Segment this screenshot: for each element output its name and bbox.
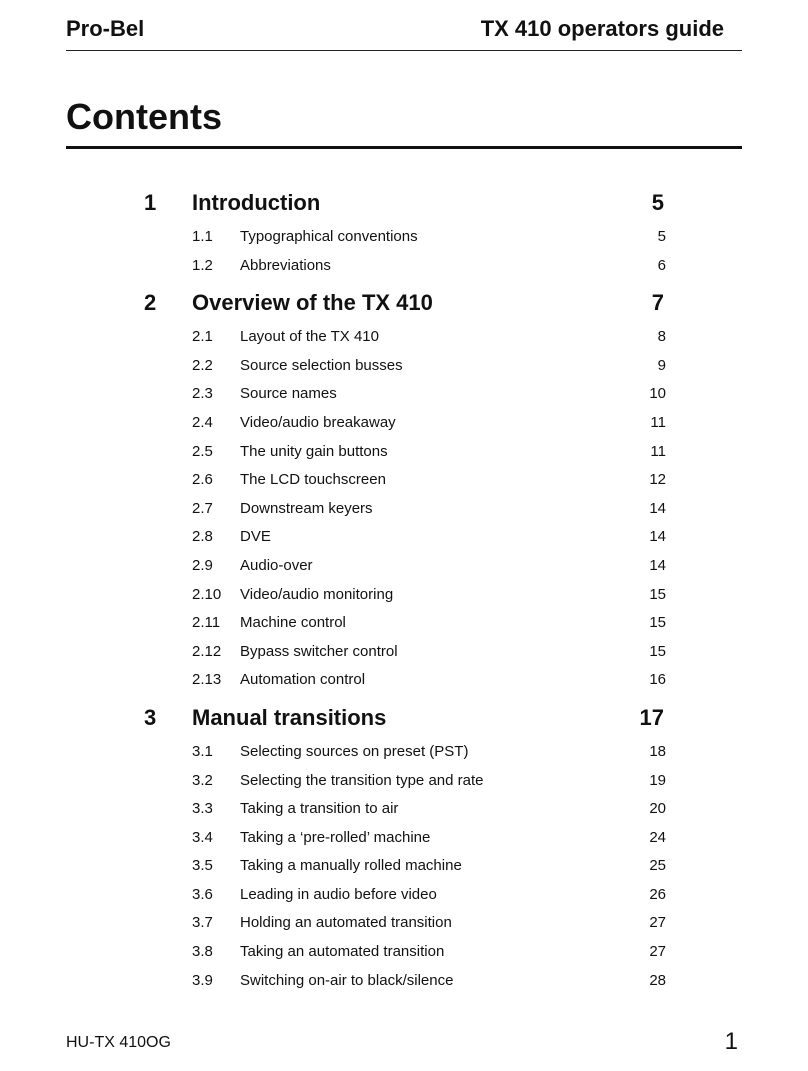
chapter-title: Manual transitions	[192, 704, 387, 730]
section-page-number: 15	[649, 585, 666, 603]
section-title: DVE	[240, 528, 271, 546]
section-page-number: 24	[649, 828, 666, 846]
title-divider	[66, 146, 742, 149]
section-page-number: 25	[649, 857, 666, 875]
section-number: 3.2	[192, 771, 213, 789]
section-page-number: 28	[649, 971, 666, 989]
toc-section-entry[interactable]	[0, 937, 808, 966]
toc-chapter-entry[interactable]	[0, 286, 808, 322]
section-title: Taking a ‘pre-rolled’ machine	[240, 828, 431, 846]
section-number: 3.3	[192, 800, 213, 818]
section-number: 2.7	[192, 499, 213, 517]
toc-section-entry[interactable]	[0, 551, 808, 580]
toc-section-entry[interactable]	[0, 637, 808, 666]
section-number: 1.1	[192, 228, 213, 245]
section-title: Layout of the TX 410	[240, 328, 379, 346]
section-title: Source selection busses	[240, 356, 403, 374]
toc-section-entry[interactable]	[0, 580, 808, 609]
section-title: Abbreviations	[240, 256, 331, 274]
section-title: Taking a manually rolled machine	[240, 857, 462, 875]
toc-section-entry[interactable]	[0, 251, 808, 280]
section-number: 2.2	[192, 356, 213, 374]
document-code: HU-TX 410OG	[66, 1034, 171, 1051]
section-number: 2.1	[192, 328, 213, 346]
section-number: 2.11	[192, 614, 221, 632]
section-page-number: 15	[649, 642, 666, 660]
section-number: 2.9	[192, 556, 213, 574]
section-page-number: 15	[649, 614, 666, 632]
section-number: 2.8	[192, 528, 213, 546]
toc-section-entry[interactable]	[0, 966, 808, 995]
section-title: Switching on-air to black/silence	[240, 971, 454, 989]
section-number: 2.13	[192, 671, 222, 689]
toc-section-entry[interactable]	[0, 737, 808, 766]
toc-section-entry[interactable]	[0, 794, 808, 823]
section-number: 2.4	[192, 413, 213, 431]
toc-section-entry[interactable]	[0, 608, 808, 637]
section-page-number: 19	[649, 771, 666, 789]
chapter-title: Overview of the TX 410	[192, 290, 433, 316]
section-number: 2.5	[192, 442, 213, 460]
section-number: 3.6	[192, 885, 213, 903]
section-page-number: 20	[649, 800, 666, 818]
section-page-number: 16	[649, 671, 666, 689]
toc-section-entry[interactable]	[0, 494, 808, 523]
toc-chapter-entry[interactable]	[0, 186, 808, 222]
chapter-number: 1	[144, 190, 157, 215]
section-title: Taking an automated transition	[240, 943, 445, 961]
section-page-number: 11	[650, 413, 666, 431]
section-page-number: 14	[649, 528, 666, 546]
section-title: Typographical conventions	[240, 228, 418, 245]
section-number: 3.4	[192, 828, 213, 846]
section-page-number: 12	[649, 471, 666, 489]
section-page-number: 6	[657, 256, 666, 274]
section-page-number: 5	[657, 228, 666, 245]
section-number: 2.10	[192, 585, 222, 603]
section-title: Leading in audio before video	[240, 885, 437, 903]
toc-section-entry[interactable]	[0, 465, 808, 494]
section-page-number: 11	[650, 442, 666, 460]
toc-section-entry[interactable]	[0, 665, 808, 694]
section-title: Video/audio breakaway	[240, 413, 396, 431]
section-title: Selecting the transition type and rate	[240, 771, 484, 789]
toc-section-entry[interactable]	[0, 766, 808, 795]
chapter-page-number: 17	[639, 704, 664, 730]
page-title: Contents	[66, 96, 222, 137]
toc-section-entry[interactable]	[0, 379, 808, 408]
section-number: 1.2	[192, 256, 213, 274]
section-number: 2.6	[192, 471, 213, 489]
section-number: 3.9	[192, 971, 213, 989]
toc-section-entry[interactable]	[0, 222, 808, 251]
section-title: The unity gain buttons	[240, 442, 388, 460]
chapter-page-number: 7	[651, 290, 664, 316]
section-page-number: 27	[649, 914, 666, 932]
chapter-page-number: 5	[651, 190, 664, 215]
page-number: 1	[724, 1028, 738, 1055]
brand-name: Pro-Bel	[66, 16, 145, 41]
section-title: Holding an automated transition	[240, 914, 452, 932]
section-title: Audio-over	[240, 556, 313, 574]
section-title: Automation control	[240, 671, 366, 689]
page-header	[66, 14, 742, 51]
section-number: 3.5	[192, 857, 213, 875]
section-number: 2.12	[192, 642, 222, 660]
toc-section-entry[interactable]	[0, 908, 808, 937]
section-title: Source names	[240, 385, 337, 403]
toc-section-entry[interactable]	[0, 880, 808, 909]
toc-section-entry[interactable]	[0, 437, 808, 466]
toc-section-entry[interactable]	[0, 522, 808, 551]
section-page-number: 26	[649, 885, 666, 903]
section-title: Machine control	[240, 614, 346, 632]
section-title: Taking a transition to air	[240, 800, 399, 818]
toc-section-entry[interactable]	[0, 851, 808, 880]
chapter-title: Introduction	[192, 190, 321, 215]
toc-chapter-entry[interactable]	[0, 701, 808, 737]
section-number: 3.8	[192, 943, 213, 961]
section-page-number: 18	[649, 742, 666, 760]
section-page-number: 8	[657, 328, 666, 346]
toc-section-entry[interactable]	[0, 823, 808, 852]
section-number: 2.3	[192, 385, 213, 403]
toc-section-entry[interactable]	[0, 351, 808, 380]
section-title: Video/audio monitoring	[240, 585, 394, 603]
section-title: Downstream keyers	[240, 499, 373, 517]
toc-section-entry[interactable]	[0, 408, 808, 437]
chapter-spacer	[0, 279, 808, 286]
section-page-number: 27	[649, 943, 666, 961]
toc-section-entry[interactable]	[0, 322, 808, 351]
section-page-number: 10	[649, 385, 666, 403]
chapter-number: 3	[144, 704, 157, 730]
guide-title: TX 410 operators guide	[480, 16, 724, 41]
section-title: The LCD touchscreen	[240, 471, 386, 489]
table-of-contents	[0, 186, 808, 994]
section-page-number: 9	[657, 356, 666, 374]
section-title: Bypass switcher control	[240, 642, 398, 660]
section-number: 3.7	[192, 914, 213, 932]
section-title: Selecting sources on preset (PST)	[240, 742, 469, 760]
chapter-spacer	[0, 694, 808, 701]
section-page-number: 14	[649, 556, 666, 574]
chapter-number: 2	[144, 290, 157, 316]
section-number: 3.1	[192, 742, 213, 760]
section-page-number: 14	[649, 499, 666, 517]
